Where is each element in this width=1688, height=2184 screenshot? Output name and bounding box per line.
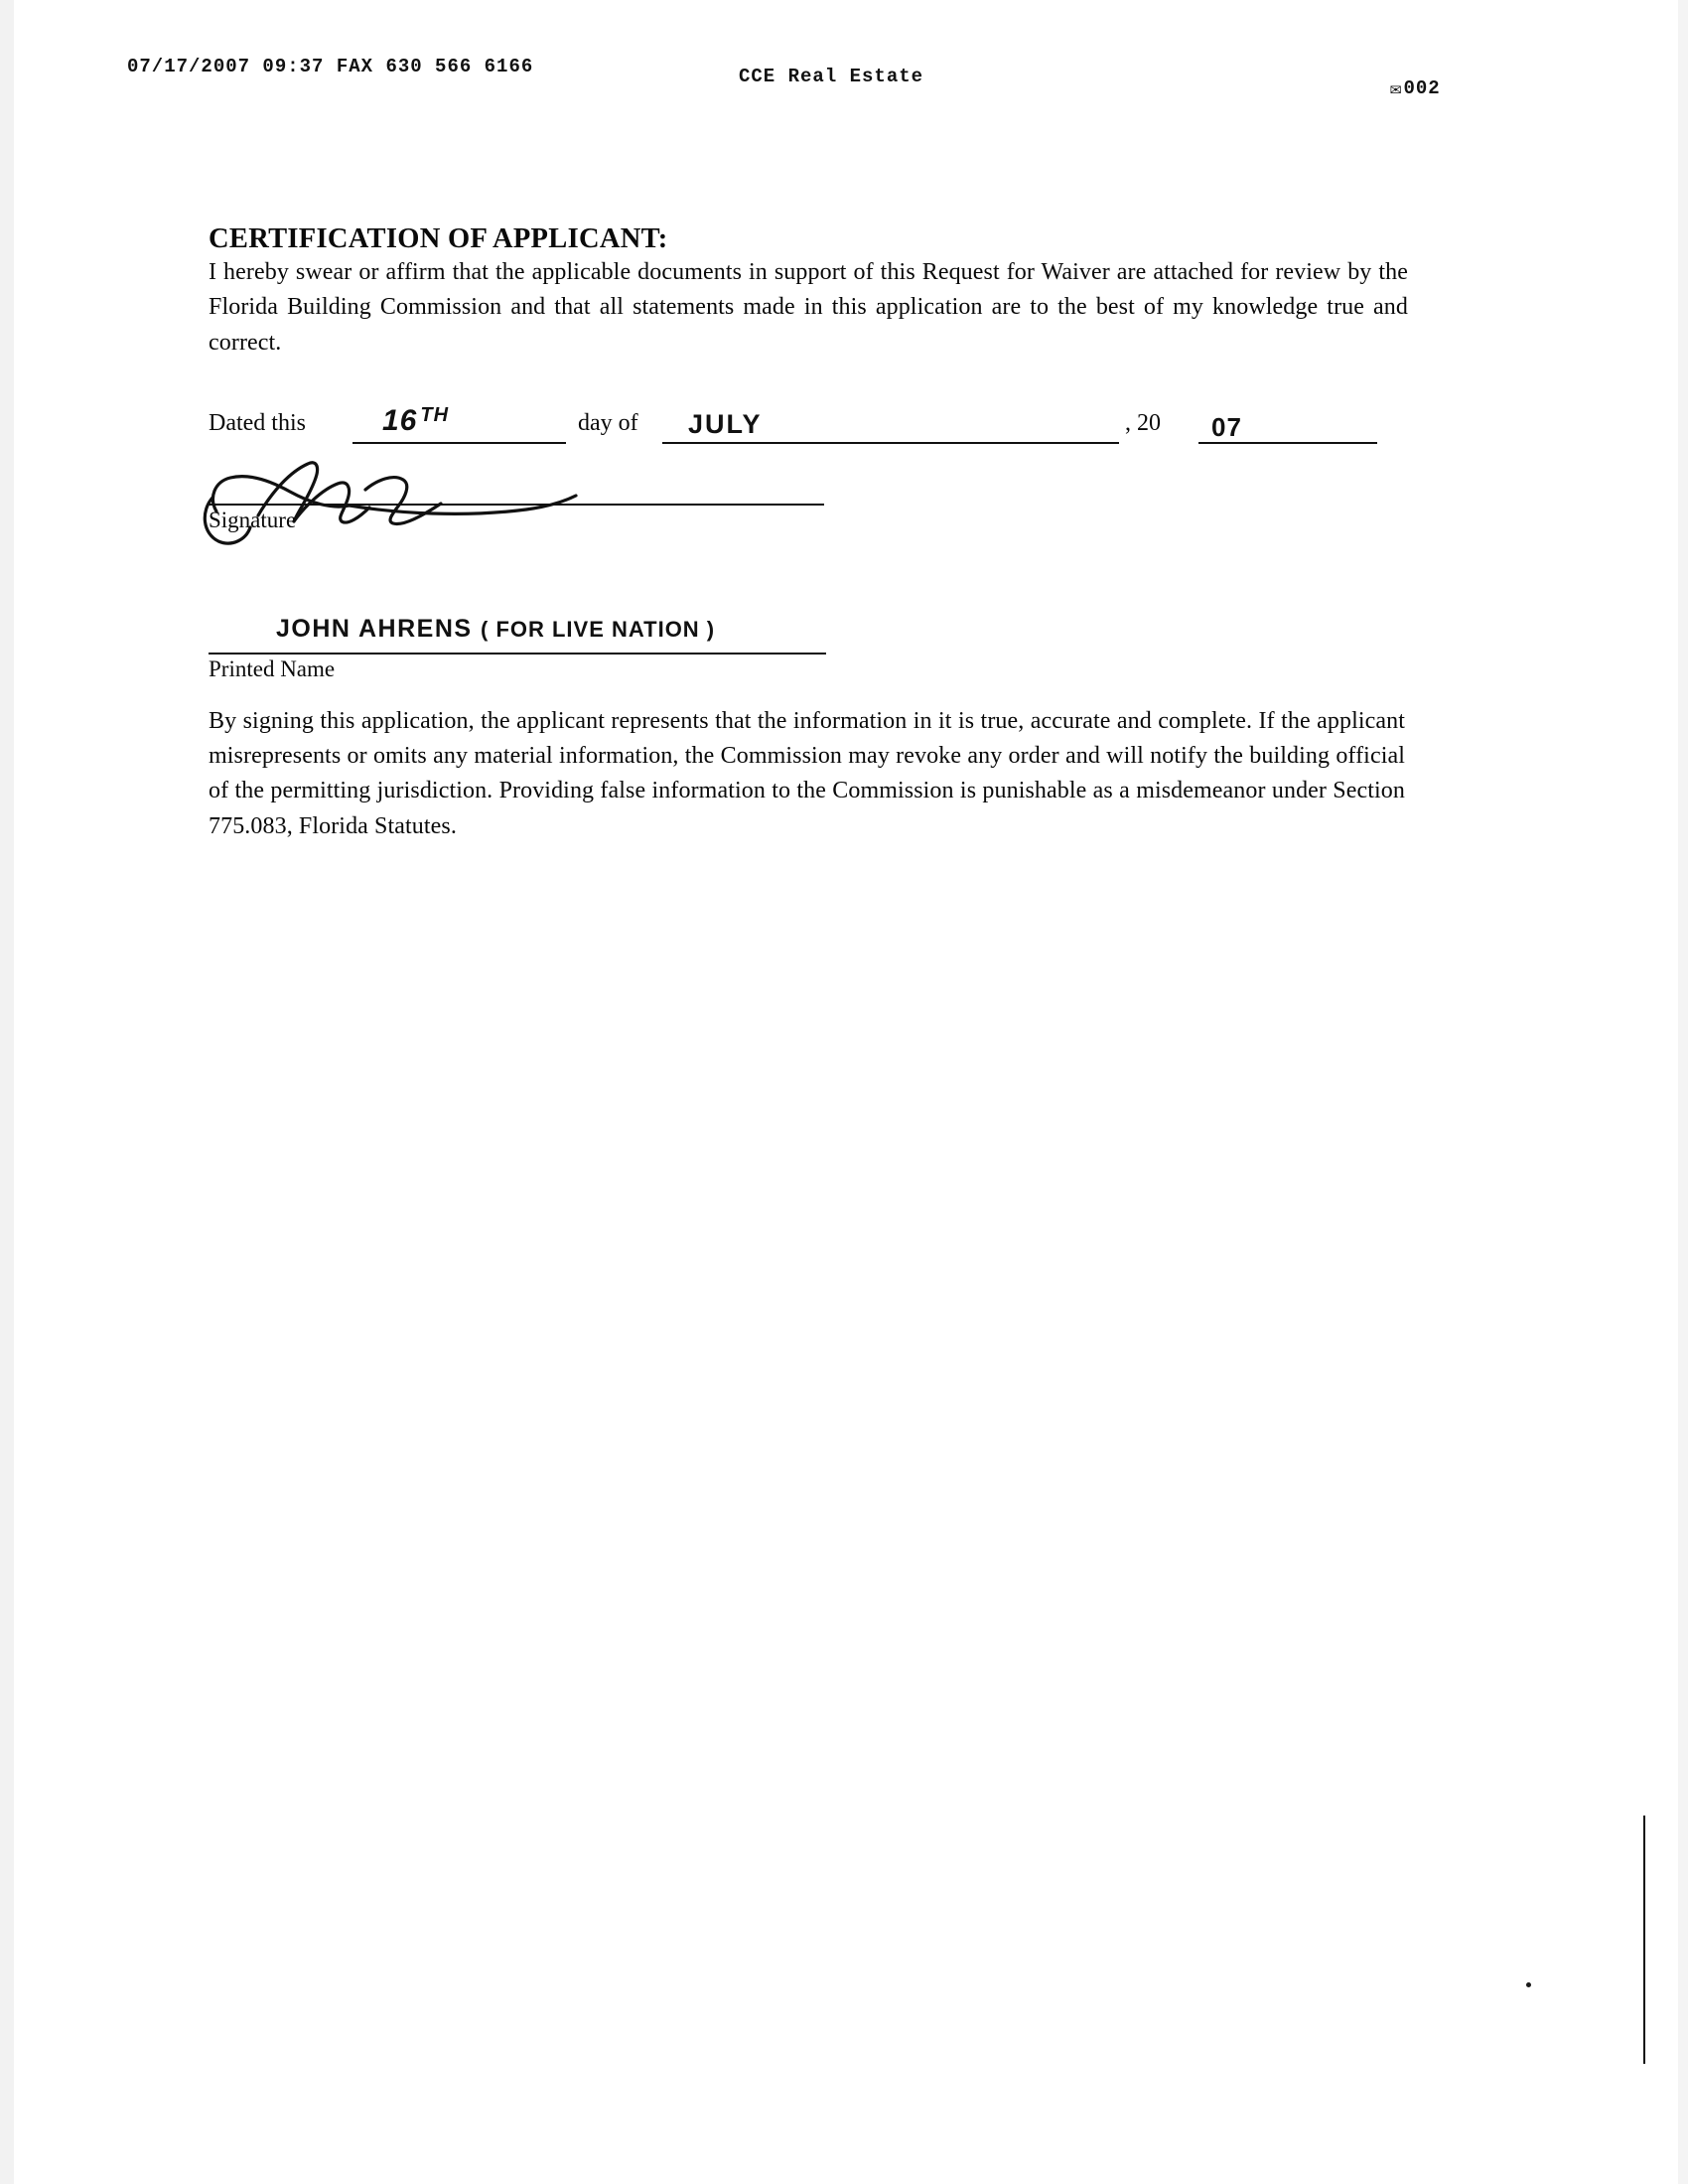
day-ordinal-suffix: TH xyxy=(420,403,450,426)
certification-statement: I hereby swear or affirm that the applicable documents in support of this Request for Waiver are attached for review by the Florida Building Commission and that all statements made in this application are to the best of my knowledge true and correct. xyxy=(209,259,1408,356)
document-body xyxy=(209,223,1410,844)
printed-name-label: Printed Name xyxy=(209,655,336,681)
fax-header-sender: CCE Real Estate xyxy=(739,66,924,87)
printed-name-block xyxy=(209,613,1410,704)
year-field-value[interactable]: 07 xyxy=(1211,411,1242,442)
printed-name-text: JOHN AHRENS xyxy=(276,614,473,643)
page-title: CERTIFICATION OF APPLICANT: xyxy=(209,223,668,254)
fax-page-count: 002 xyxy=(1403,77,1441,99)
signature-label: Signature xyxy=(209,507,297,532)
printed-name-value[interactable] xyxy=(276,615,715,644)
printed-name-field-rule xyxy=(209,653,826,655)
month-field-rule xyxy=(662,442,1119,444)
envelope-icon: ✉ xyxy=(1390,78,1403,100)
fax-header-page-number xyxy=(1390,76,1441,99)
year-prefix-label: , 20 xyxy=(1125,409,1161,436)
fax-header-origin: 07/17/2007 09:37 FAX 630 566 6166 xyxy=(127,56,534,77)
day-number: 16 xyxy=(382,403,418,437)
scan-artifact-line xyxy=(1643,1816,1645,2064)
scan-artifact-dot xyxy=(1526,1982,1531,1987)
signature-block xyxy=(209,462,1410,577)
month-field-value[interactable]: JULY xyxy=(688,408,763,439)
dated-line xyxy=(209,404,1410,450)
dated-this-label: Dated this xyxy=(209,409,306,436)
scan-edge-right xyxy=(1678,0,1688,2184)
day-field-rule xyxy=(352,442,566,444)
misrepresentation-notice: By signing this application, the applicant represents that the information in it is true, accurate and complete. If the applicant misrepresents or omits any material information, the Commission may revoke any order and will notify the building official of the permitting jurisdiction. Providing false information to the Commission is punishable as a misdemeanor under Section 775.083, Florida Statutes. xyxy=(209,707,1405,839)
day-field-value[interactable] xyxy=(382,404,449,438)
signature-field-rule xyxy=(209,504,824,506)
scan-edge-left xyxy=(0,0,14,2184)
printed-name-company: ( FOR LIVE NATION ) xyxy=(481,616,716,642)
fax-header xyxy=(0,56,1688,100)
day-of-label: day of xyxy=(578,409,638,436)
